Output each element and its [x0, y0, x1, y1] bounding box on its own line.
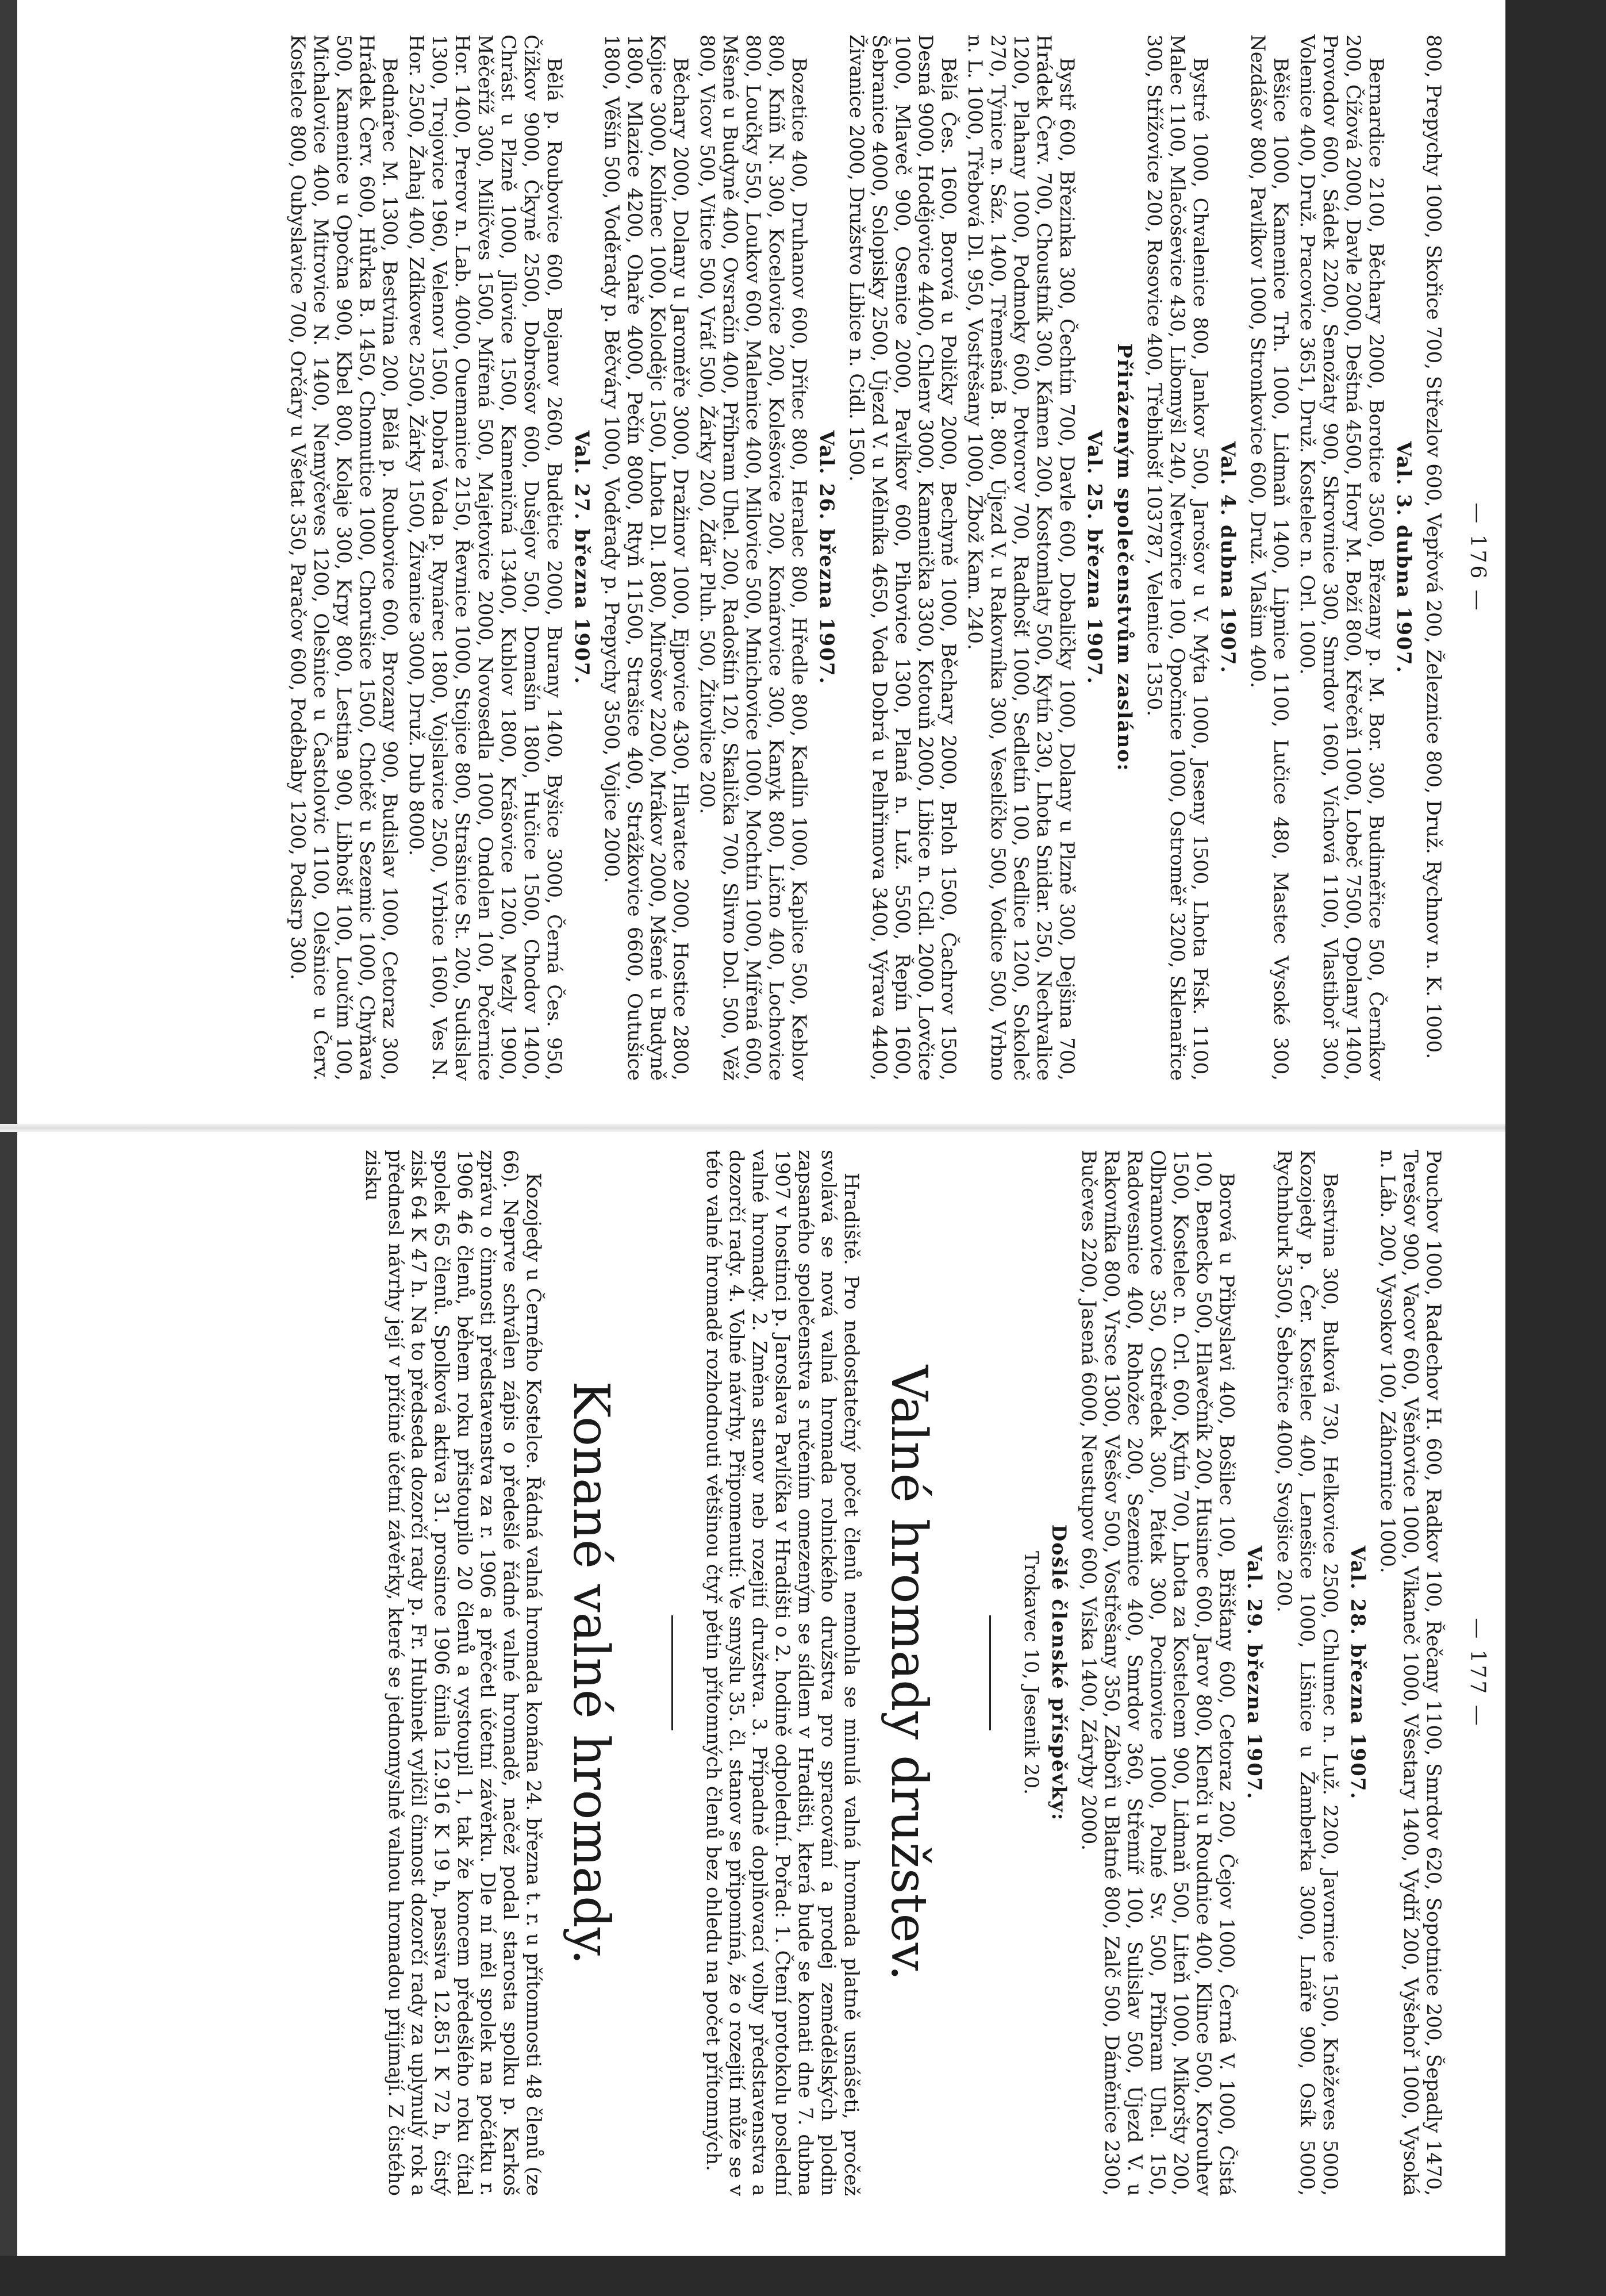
paragraph: Kozojedy u Černého Kostelce. Řádná valná hromada konána 24. března t. r. u přítomnosti 48 členů (ze 66). Neprve schválen zápis o předešlé řádné valné hromadě, načež podal starosta spolku p. Karkoš zprávu o činnosti představenstva za r. 1906 a přečetl účetní závěrku. Dle ní měl spolek na počátku r. 1906 46 členů, během roku přistoupilo 20 členů a vystoupil 1, tak že koncem předešlého roku čítal spolek 65 členů. Spolková aktiva 31. prosince 1906 činila 12.916 K 19 h, passiva 12.851 K 72 h, čistý zisk 64 K 47 h. Na to předseda dozorčí rady p. Fr. Hubinek vylíčil činnost dozorčí rady za uplynulý rok a přednesl návrhy její v příčině účetní závěrky, které se jednomyslně valnou hromadou přijímají. Z čistého zisku	[361, 1150, 545, 2196]
page-177	[86, 1150, 1489, 2196]
paragraph: Bystř 600, Březinka 300, Čechtín 700, Davle 600, Dobaličky 1000, Dolany u Plzně 300, Dejšina 700, Hrádek Červ. 700, Choustník 300, Kámen 200, Kostomlaty 500, Kytín 230, Lhota Snidar. 250, Nechvalice 1200, Plahany 1000, Podmoky 600, Potvorov 700, Radhošť 1000, Sedletín 100, Sedlice 1200, Sokoleč 270, Týnice n. Sáz. 1400, Třemešná B. 800, Újezd V. u Rakovníka 300, Veselíčko 500, Vodice 500, Vrbno n. L. 1000, Třebová Dl. 950, Vostřešany 1000, Žbož Kam. 240.	[963, 34, 1078, 1081]
paragraph: Pouchov 1000, Radechov H. 600, Radkov 100, Řečany 1100, Smrdov 620, Sopotnice 200, Šepadly 1470, Terešov 900, Vacov 600, Všeňovice 1000, Vikaneč 1000, Všestary 1400, Vydří 200, Vyšehoř 1000, Vysoká n. Láb. 200, Vysokov 100, Záhornice 1000.	[1376, 1150, 1445, 2196]
section-heading: Přirázeným společenstvům zasláno:	[1113, 343, 1136, 772]
section-heading: Val. 29. března 1907.	[1243, 1545, 1266, 1800]
paragraph: Bednárec M. 1300, Bestvina 200, Bělá p. Roubovice 600, Brozany 900, Budislav 1000, Cetoraz 300, Hrádek Červ. 600, Hůrka B. 1450, Chomutice 1000, Chorušice 1500, Chotěč u Sezemic 1000, Chyňava 500, Kamenice u Opočna 900, Kbel 800, Kolaje 300, Krpy 800, Lestina 900, Libhošť 100, Loučím 100, Michalovice 400, Mitrovice N. 1400, Nemyčeves 1200, Olešnice u Častolovic 1100, Olešnice u Červ. Kostelce 800, Oubyslavice 700, Orčáry u Všetat 350, Paračov 600, Podébaby 1200, Podsrp 300.	[286, 34, 401, 1081]
separator-rule	[989, 1615, 991, 1730]
paragraph: Bělá Čes. 1600, Borová u Poličky 2000, Bechyně 1000, Běchary 2000, Brloh 1500, Čachrov 1500, Desná 9000, Hodějovice 4400, Chlenv 3000, Kamenička 3300, Kotouň 2000, Libice n. Cidl. 2000, Lovčice 1000, Mlaveč 900, Osenice 2000, Pavlíkov 600, Pihovice 1300, Planá n. Luž. 5500, Řepín 1600, Šebranice 4000, Solopisky 2500, Újezd V. u Mělníka 4650, Voda Dobrá u Pelhřimova 3400, Výrava 4400, Živanice 2000, Družstvo Libice n. Cidl. 1500.	[845, 34, 960, 1081]
contribution-line: Trokavec 10, Jesenik 20.	[1020, 1551, 1043, 1795]
page-177-text	[358, 1150, 1445, 2196]
scan-bottom-edge	[0, 2256, 1606, 2296]
paragraph: Běchary 2000, Dolany u Jaroměře 3000, Dražinov 1000, Ejpovice 4300, Hlavatce 2000, Hostice 2800, Kojice 3000, Kolínec 1000, Kolodějc 1500, Lhota Dl. 1800, Mirošov 2200, Mrákov 2000, Mšené u Budyně 1800, Mlazice 4200, Ohaře 4000, Pečín 8000, Rtyň 11500, Strašice 400, Strážkovice 6600, Outušice 1800, Věšín 500, Voděrady p. Běčváry 1000, Voděrady p. Prepychy 3500, Vojice 2000.	[600, 34, 692, 1081]
book-gutter	[0, 1124, 1505, 1132]
page-number: — 177 —	[1466, 1618, 1489, 1728]
paragraph: Hradiště. Pro nedostatečný počet členů nemohla se minulá valná hromada platně usnášeti, pročež svolává se nová valná hromada rolnického družstva pro spracování a prodej zemědělských plodin zapsaného společenstva s ručením omezeným se sídlem v Hradišti, která bude se konati dne 7. dubna 1907 v hostinci p. Jaroslava Pavlíčka v Hradišti o 2. hodině odpolední. Pořad: 1. Čtení protokolu poslední valné hromady. 2. Změna stanov neb rozejití družstva. 3. Případně doplňovací volby představenstva a dozorčí rady. 4. Volné návrhy. Připomenutí: Ve smyslu 35. čl. stanov se připomíná, že o rozejití může se v této valné hromadě rozhodnouti většinou čtyř pětin přítomných členů bez ohledu na počet přítomných.	[702, 1150, 863, 2196]
section-heading: Val. 27. března 1907.	[570, 430, 593, 685]
paragraph: Bozetice 400, Druhanov 600, Dřítec 800, Heralec 800, Hředle 800, Kadlín 1000, Kaplice 500, Keblov 800, Kníň N. 300, Kocelovice 200, Kolešovice 200, Konárovice 300, Kanyk 800, Lično 400, Lochovice 800, Loučky 550, Loukov 600, Malenice 400, Milovice 500, Mnichovice 1000, Mochtín 1000, Mířená 600, Mšené u Budyně 400, Ovsračín 400, Příbram Uhel. 200, Radoštín 120, Skalička 700, Slivno Dol. 500, Věž 800, Vicov 500, Vitice 500, Vráť 500, Žárky 200, Žďár Pluh. 500, Žitovlice 200.	[696, 34, 810, 1081]
scan-right-edge	[1505, 0, 1606, 2296]
paragraph: Bělá p. Roubovice 600, Bojanov 2600, Budětice 2000, Burany 1400, Byšice 3000, Černá Čes. 950, Čížkov 9000, Čkyně 2500, Dobrošov 600, Dušejov 500, Domašín 1800, Hučice 1500, Chodov 1400, Chrást u Plzně 1000, Jílovice 1500, Kameničná 13400, Kublov 1800, Krášovice 1200, Mezly 1900, Měčeříž 300, Milíčves 1500, Mířená 500, Majetovice 2000, Novosedla 1000, Ondolen 100, Počernice Hor. 1400, Prerov n. Lab. 4000, Ouemanice 2150, Řevnice 1000, Stojice 800, Strašnice St. 200, Sudislav 1300, Trojovice 1960, Velenov 1500, Dobrá Voda p. Rynárec 1800, Vojslavice 2500, Vrbice 1600, Ves N. Hor. 2500, Žahaj 400, Zdíkovec 2500, Žárky 1500, Živanice 3000, Druž. Dub 8000.	[405, 34, 566, 1081]
section-heading: Val. 3. dubna 1907.	[1392, 441, 1415, 674]
paragraph: 800, Prepychy 1000, Skořice 700, Střezlov 600, Vepřová 200, Železnice 800, Druž. Rychnov n. K. 1000.	[1422, 34, 1445, 1059]
section-title: Konané valné hromady.	[562, 1381, 620, 1965]
section-title: Valné hromady družstev.	[880, 1365, 938, 1981]
paragraph: Bestvina 300, Buková 730, Helkovice 2500, Chlumec n. Luž. 2200, Javornice 1500, Kněževes 5000, Kozojedy p. Čer. Kostelec 400, Lenešice 1000, Lišnice u Žamberka 3000, Lnáře 900, Osík 5000, Rychnburk 3500, Šebořice 4000, Svojšice 200.	[1273, 1150, 1342, 2196]
section-heading: Val. 4. dubna 1907.	[1216, 441, 1239, 674]
section-heading: Val. 25. března 1907.	[1083, 430, 1106, 685]
paragraph: Bernardice 2100, Běchary 2000, Borotice 3500, Březany p. M. Bor. 300, Budiměřice 500, Černíkov 200, Čížová 2000, Davle 2000, Deštná 4500, Hory M. Boží 800, Křečeň 1000, Lobeč 7500, Opolany 1400, Provodov 600, Sádek 2200, Senožaty 900, Skrovnice 300, Smrdov 1600, Víchová 1100, Vlastiboř 300, Volenice 400, Druž. Pracovice 3651, Druž. Kostelec n. Orl. 1000.	[1296, 34, 1388, 1081]
section-heading: Došlé členské příspěvky:	[1047, 1524, 1070, 1822]
page-number: — 176 —	[1466, 502, 1489, 613]
paragraph: Bystré 1000, Chvalenice 800, Jankov 500, Jarošov u V. Mýta 1000, Jeseny 1500, Lhota Písk. 1100, Malec 1100, Mlačoševice 430, Libomyšl 240, Netvořice 100, Opočnice 1000, Ostroměř 3200, Sklenařice 300, Střížovice 200, Rosovice 400, Třebihošť 103787, Velenice 1350.	[1143, 34, 1212, 1081]
paragraph: Borová u Přibyslavi 400, Bošilec 100, Břišťany 600, Cetoraz 200, Čejov 1000, Černá V. 1000, Čistá 100, Benecko 500, Hlavečník 200, Husinec 600, Jarov 800, Klenči u Roudnice 400, Klince 500, Korouhev 1500, Kostelec n. Orl. 600, Kytín 700, Lhota za Kostelcem 900, Lidmaň 500, Liteň 1000, Mikoršty 200, Olbramovice 350, Ostředek 300, Pátek 300, Pocinovice 1000, Polné Sv. 500, Příbram Uhel. 150, Radovesnice 400, Rohožec 200, Sezemice 400, Smrdov 360, Střemíř 100, Sulislav 500, Újezd V. u Rakovníka 800, Vrsce 1300, Všešov 500, Vostřešany 350, Zábořì u Blatné 800, Zalč 500, Dáměnice 2300, Bučeves 2200, Jasená 6000, Neustupov 600, Víska 1400, Záryby 2000.	[1077, 1150, 1238, 2196]
page-176	[86, 34, 1489, 1081]
separator-rule	[671, 1615, 673, 1730]
section-heading: Val. 26. března 1907.	[815, 430, 838, 685]
section-heading: Val. 28. března 1907.	[1346, 1545, 1369, 1800]
scan-left-edge	[0, 0, 17, 2296]
paragraph: Běšice 1000, Kamenice Trh. 1000, Lidmaň 1400, Lipnice 1100, Lučice 480, Mastec Vysoké 300, Nezdášov 800, Pavlíkov 1000, Stronkovice 600, Druž. Vlašim 400.	[1246, 34, 1292, 1081]
page-176-text	[283, 34, 1445, 1081]
